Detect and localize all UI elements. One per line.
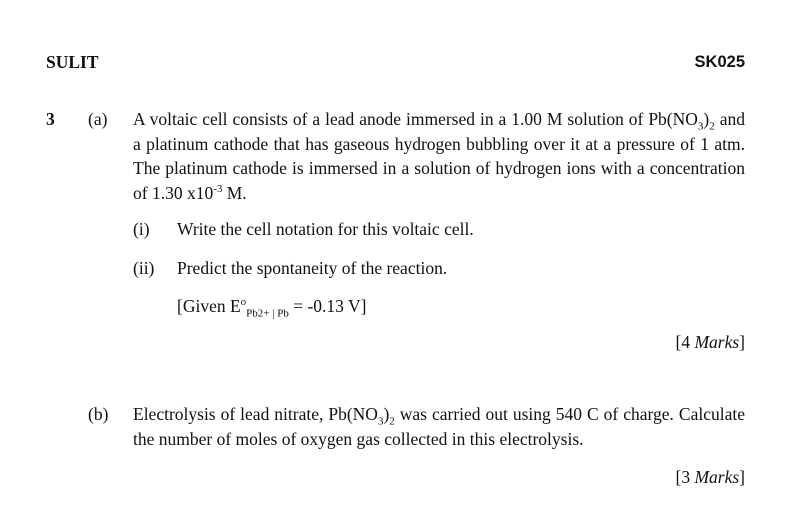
part-b-marks <box>676 465 746 490</box>
subscript: Pb2+ | Pb <box>246 307 289 320</box>
sub-item-ii-text: Predict the spontaneity of the reaction. <box>177 258 448 278</box>
sub-item-i-text: Write the cell notation for this voltaic cell. <box>177 219 474 239</box>
part-a-marks <box>676 330 746 355</box>
subscript: 3 <box>377 415 384 428</box>
part-b-text <box>133 402 745 451</box>
text: and a platinum cathode that has gaseous hydrogen bubbling over it at a pressure of 1 atm. The platinum cathode is immersed in a solution of hydrogen ions with a concentration of 1.30 x10 <box>133 109 745 203</box>
header-left-label: SULIT <box>46 52 99 72</box>
part-a-label: (a) <box>88 109 108 129</box>
question-number: 3 <box>46 109 55 129</box>
subscript: 2 <box>709 120 715 133</box>
text: Marks <box>694 467 740 487</box>
text: ] <box>739 332 745 352</box>
text: was carried out using 540 C of charge. Calculate the number of moles of oxygen gas collected in this electrolysis. <box>133 404 745 449</box>
sub-item-i-label: (i) <box>133 219 150 239</box>
text: [4 <box>675 332 695 352</box>
text: Marks <box>694 332 740 352</box>
given-data <box>177 294 366 319</box>
subscript: 2 <box>389 415 395 428</box>
part-a-text <box>133 107 745 205</box>
superscript: -3 <box>213 182 223 195</box>
text: = -0.13 V] <box>288 296 367 316</box>
text: Electrolysis of lead nitrate, Pb(NO <box>133 404 378 424</box>
text: ] <box>739 467 745 487</box>
text: [Given E <box>177 296 241 316</box>
sub-item-ii-label: (ii) <box>133 258 155 278</box>
text: ) <box>383 404 390 424</box>
text: ) <box>703 109 710 129</box>
subscript: 3 <box>697 120 704 133</box>
superscript: o <box>240 296 247 309</box>
header-course-code: SK025 <box>694 53 745 71</box>
text: M. <box>222 182 247 203</box>
part-b-label: (b) <box>88 404 109 424</box>
text: A voltaic cell consists of a lead anode immersed in a 1.00 M solution of Pb(NO <box>133 109 698 129</box>
text: [3 <box>675 467 695 487</box>
